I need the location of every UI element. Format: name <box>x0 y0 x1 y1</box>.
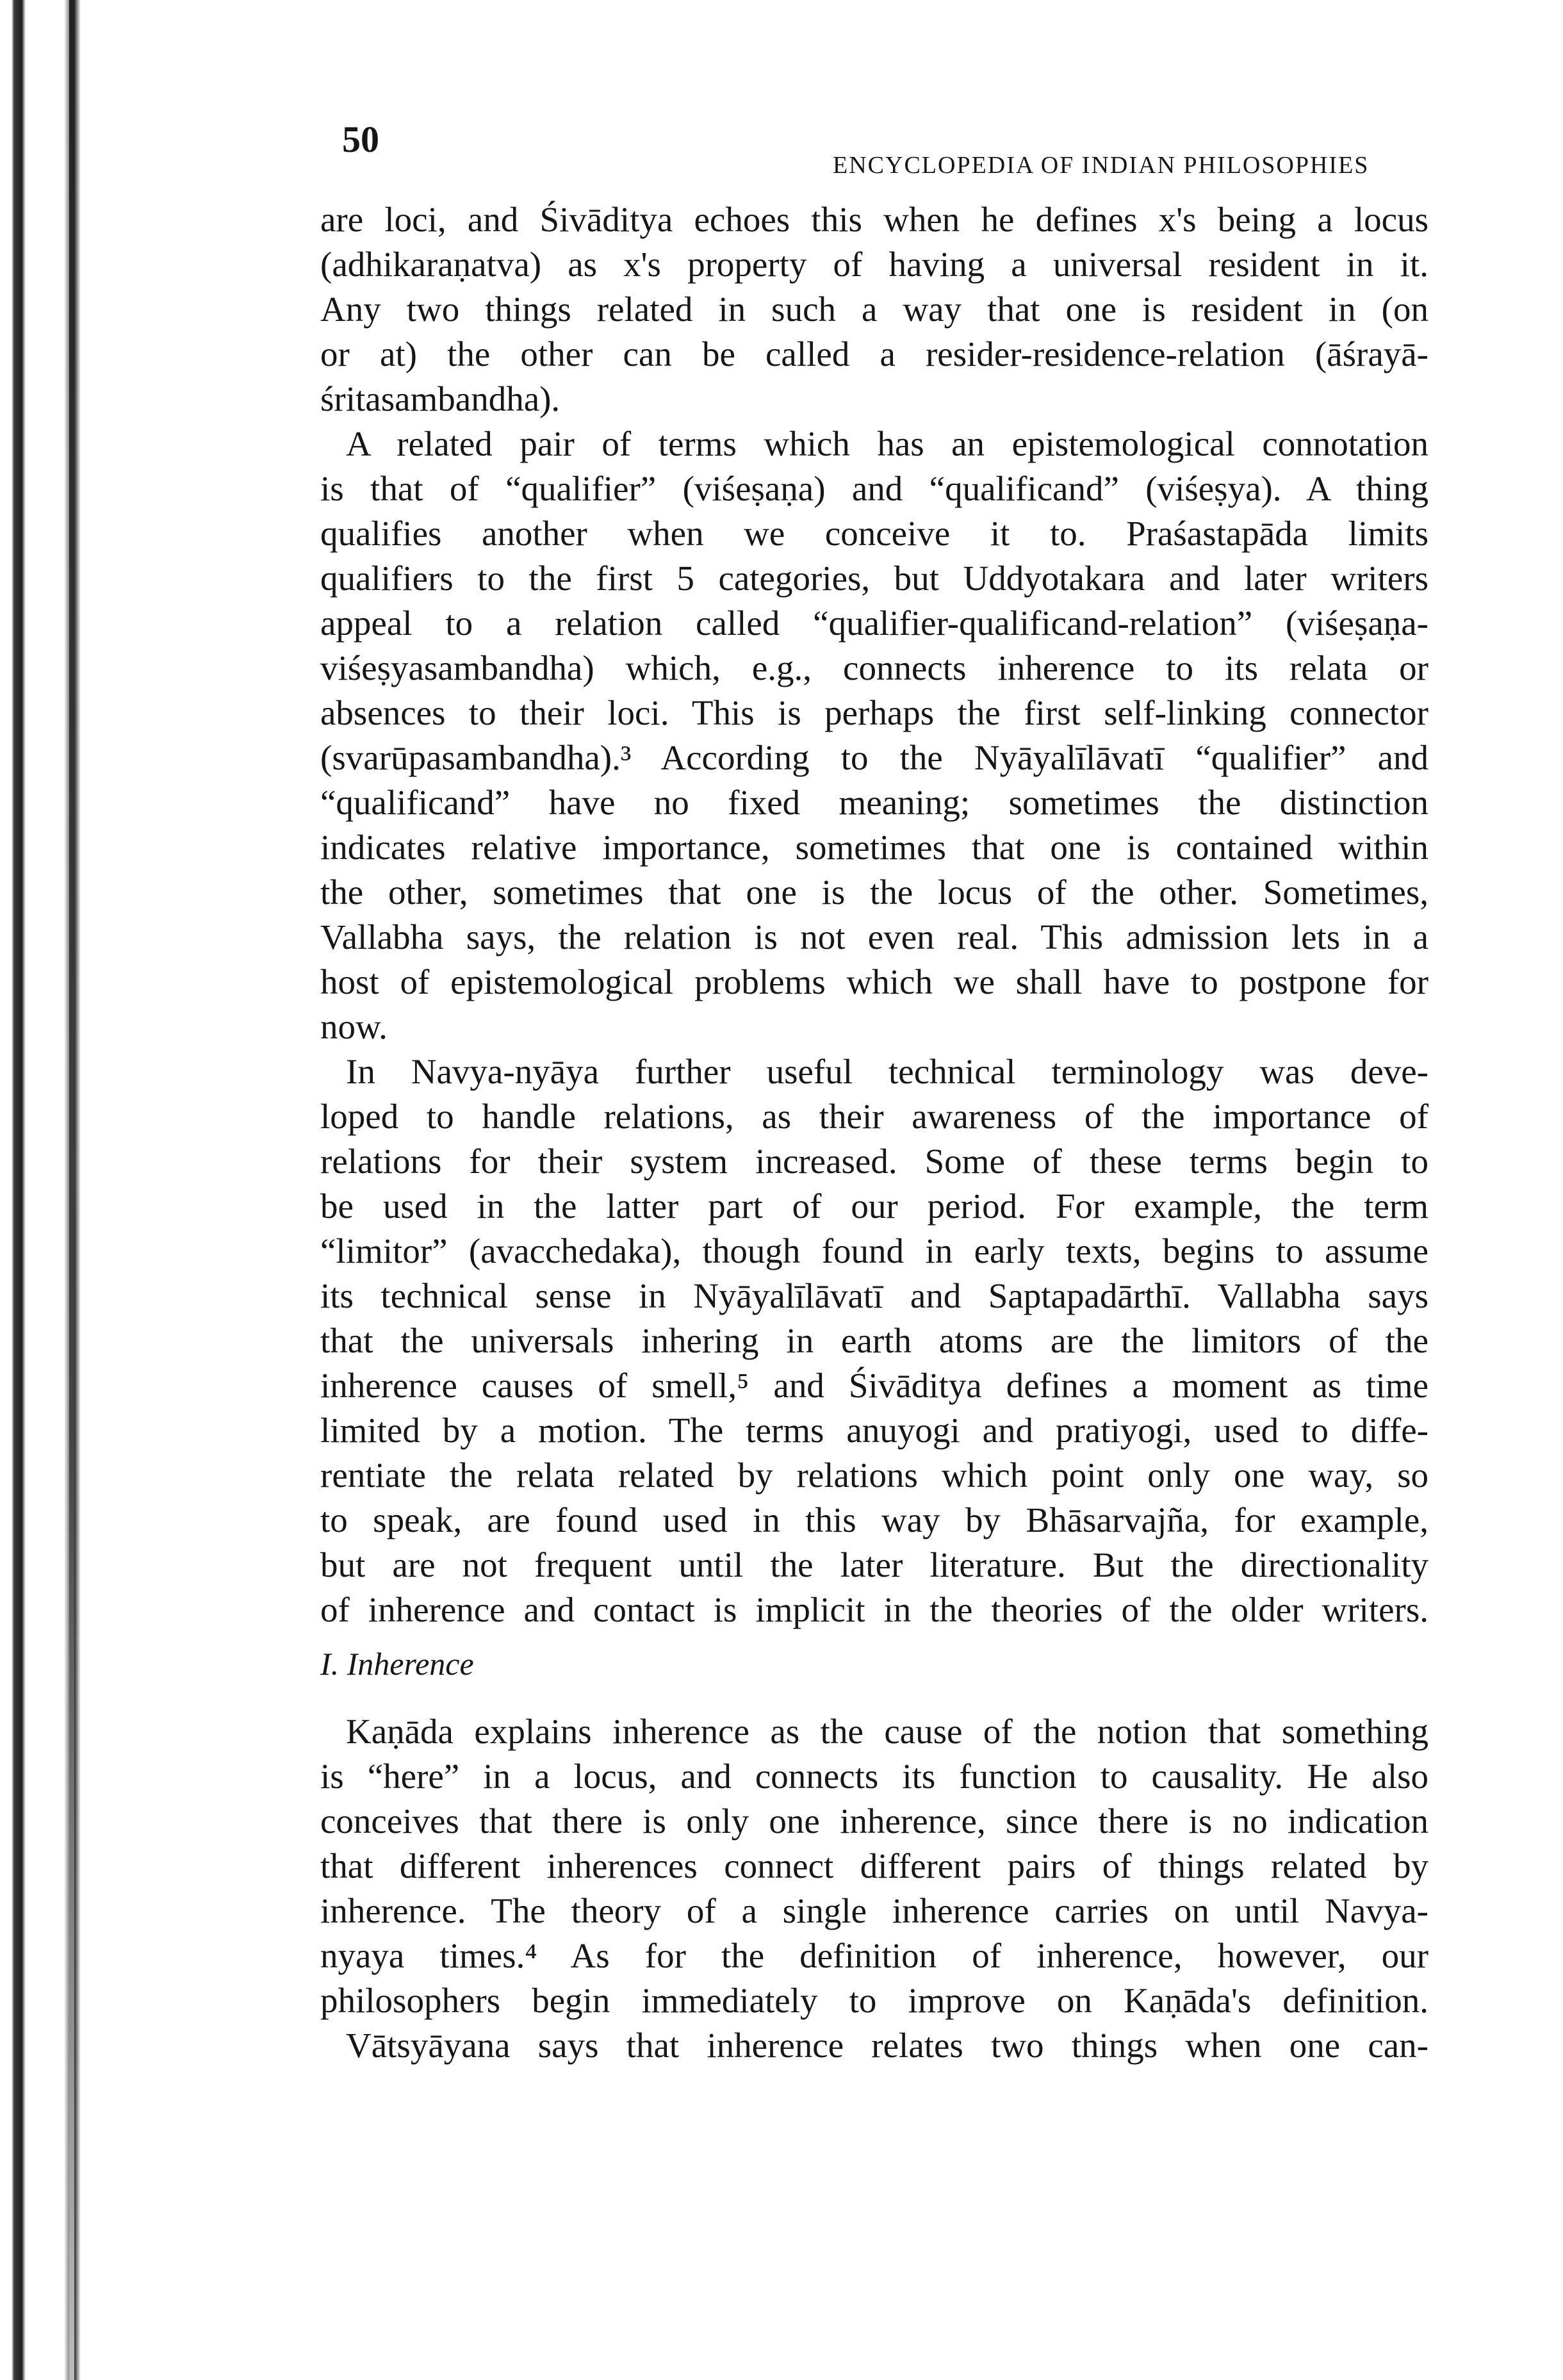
text-line: rentiate the relata related by relations which point only one way, so <box>320 1456 1428 1495</box>
text-line: limited by a motion. The terms anuyogi and pratiyogi, used to diffe- <box>320 1411 1428 1450</box>
text-line: loped to handle relations, as their awareness of the importance of <box>320 1097 1428 1136</box>
text-line: A related pair of terms which has an epistemological connotation <box>346 424 1428 463</box>
text-line: or at) the other can be called a resider-residence-relation (āśrayā- <box>320 334 1428 373</box>
paragraph <box>320 1049 1428 1632</box>
text-line: śritasambandha). <box>320 379 561 418</box>
paragraph <box>320 422 1428 1049</box>
text-line: of inherence and contact is implicit in the theories of the older writers. <box>320 1590 1428 1629</box>
text-line: In Navya-nyāya further useful technical terminology was deve- <box>346 1052 1428 1091</box>
text-line: qualifiers to the first 5 categories, but Uddyotakara and later writers <box>320 559 1428 598</box>
text-line: (svarūpasambandha).³ According to the Nyāyalīlāvatī “qualifier” and <box>320 738 1428 777</box>
text-line: philosophers begin immediately to improve on Kaṇāda's definition. <box>320 1981 1428 2020</box>
text-line: to speak, are found used in this way by Bhāsarvajña, for example, <box>320 1500 1428 1539</box>
text-line: “qualificand” have no fixed meaning; sometimes the distinction <box>320 783 1428 822</box>
paragraph <box>320 2023 1428 2068</box>
text-line: Vallabha says, the relation is not even real. This admission lets in a <box>320 917 1428 956</box>
text-line: now. <box>320 1007 388 1046</box>
text-line: are loci, and Śivāditya echoes this when he defines x's being a locus <box>320 200 1428 239</box>
text-line: is that of “qualifier” (viśeṣaṇa) and “qualificand” (viśeṣya). A thing <box>320 469 1428 508</box>
running-head: ENCYCLOPEDIA OF INDIAN PHILOSOPHIES <box>833 152 1370 179</box>
text-line: that different inherences connect different pairs of things related by <box>320 1846 1428 1885</box>
text-line: appeal to a relation called “qualifier-qualificand-relation” (viśeṣaṇa- <box>320 603 1428 643</box>
text-line: be used in the latter part of our period. For example, the term <box>320 1186 1428 1226</box>
text-line: Any two things related in such a way that one is resident in (on <box>320 290 1428 329</box>
text-line: relations for their system increased. Some of these terms begin to <box>320 1142 1428 1181</box>
text-line: inherence. The theory of a single inherence carries on until Navya- <box>320 1891 1428 1930</box>
section-heading: I. Inherence <box>320 1646 474 1682</box>
text-line: nyaya times.⁴ As for the definition of inherence, however, our <box>320 1936 1428 1975</box>
text-line: qualifies another when we conceive it to. Praśastapāda limits <box>320 514 1428 553</box>
text-line: that the universals inhering in earth atoms are the limitors of the <box>320 1321 1428 1360</box>
text-line: “limitor” (avacchedaka), though found in early texts, begins to assume <box>320 1231 1428 1270</box>
text-line: host of epistemological problems which we shall have to postpone for <box>320 962 1428 1001</box>
text-line: its technical sense in Nyāyalīlāvatī and Saptapadārthī. Vallabha says <box>320 1276 1428 1315</box>
book-binding-edge <box>0 0 109 2380</box>
text-line: the other, sometimes that one is the locus of the other. Sometimes, <box>320 873 1428 912</box>
text-line: is “here” in a locus, and connects its function to causality. He also <box>320 1757 1428 1796</box>
text-line: indicates relative importance, sometimes that one is contained within <box>320 828 1428 867</box>
text-line: viśeṣyasambandha) which, e.g., connects inherence to its relata or <box>320 648 1428 687</box>
text-line: inherence causes of smell,⁵ and Śivāditya defines a moment as time <box>320 1366 1428 1405</box>
page-number: 50 <box>342 119 379 160</box>
paragraph <box>320 1709 1428 2023</box>
text-line: (adhikaraṇatva) as x's property of having a universal resident in it. <box>320 245 1428 284</box>
text-line: conceives that there is only one inherence, since there is no indication <box>320 1801 1428 1841</box>
text-line: Vātsyāyana says that inherence relates two things when one can- <box>346 2026 1428 2065</box>
text-line: absences to their loci. This is perhaps the first self-linking connector <box>320 693 1428 732</box>
paragraph <box>320 197 1428 422</box>
text-line: but are not frequent until the later literature. But the directionality <box>320 1545 1428 1584</box>
body-text <box>320 197 1428 2068</box>
text-line: Kaṇāda explains inherence as the cause of the notion that something <box>346 1712 1428 1751</box>
